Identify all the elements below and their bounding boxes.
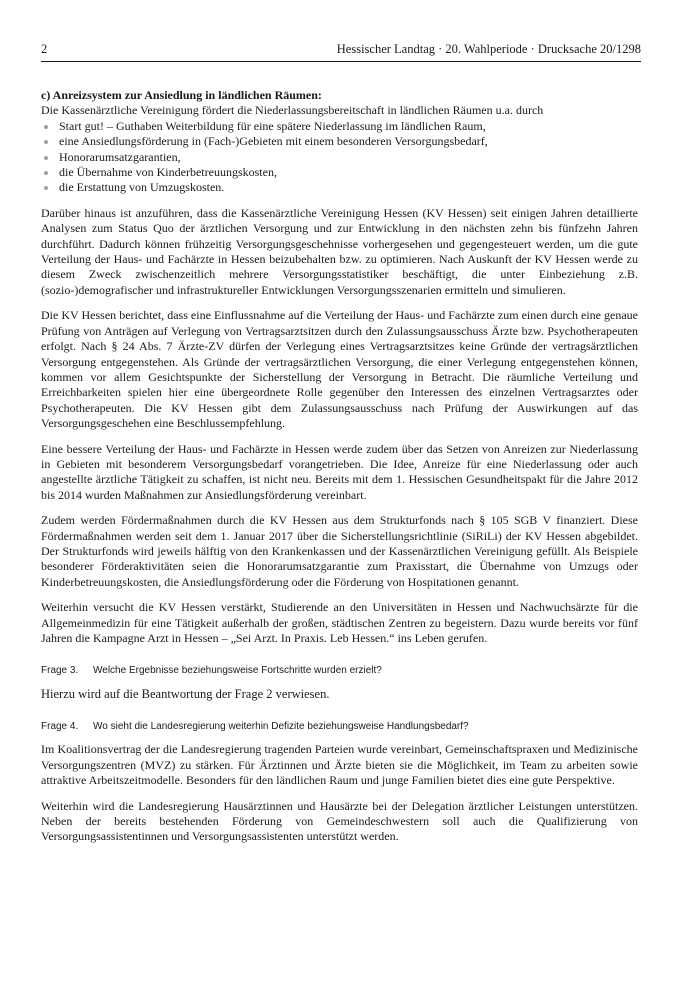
paragraph: Eine bessere Verteilung der Haus- und Fachärzte in Hessen werde zudem über das Setzen von Anreizen zur Niederlassung in Gebieten mit besonderem Versorgungsbedarf vorangetrieben. Die Idee, Anreize für eine Niederlassung oder auch angestellte ärztliche Tätigkeit zu schaffen, ist nicht neu. Bereits mit dem 1. Hessischen Gesundheitspakt für die Jahre 2012 bis 2014 wurden Maßnahmen zur Ansiedlungsförderung vereinbart. (41, 441, 638, 502)
document-body (41, 88, 638, 855)
question-number: Frage 3. (41, 665, 79, 677)
question-text: Welche Ergebnisse beziehungsweise Fortschritte wurden erzielt? (93, 665, 382, 677)
paragraph: Die KV Hessen berichtet, dass eine Einflussnahme auf die Verteilung der Haus- und Fachärzte zum einen durch eine genaue Prüfung von Anträgen auf Verlegung von Vertragsarztsitzen durch den Zulassungsausschuss Ärzte bzw. Psychotherapeuten erfolgt. Nach § 24 Abs. 7 Ärzte-ZV dürfen der Verlegung eines Vertragsarztsitzes keine Gründe der vertragsärztlichen Versorgung entgegenstehen. Als Gründe der vertragsärztlichen Versorgung, die einer Verlegung entgegenstehen können, kommen vor allem Gesichtspunkte der Sicherstellung der Versorgung in Betracht. Die räumliche Verteilung und Erreichbarkeiten spielen hier eine übergeordnete Rolle gegenüber den Interessen des einzelnen Vertragsarztes oder Psychotherapeuten. Die KV Hessen gibt dem Zulassungsausschuss nach Prüfung der Auswirkungen auf das Versorgungsgeschehen eine Beschlussempfehlung. (41, 308, 638, 431)
list-item: Honorarumsatzgarantien, (41, 150, 638, 165)
answer-3: Hierzu wird auf die Beantwortung der Frage 2 verwiesen. (41, 687, 330, 702)
page-number: 2 (41, 42, 48, 56)
paragraph: Darüber hinaus ist anzuführen, dass die Kassenärztliche Vereinigung Hessen (KV Hessen) seit einigen Jahren detaillierte Analysen zum Status Quo der ärztlichen Versorgung und zur Entwicklung in den nächsten zehn bis fünfzehn Jahren durchführt. Dadurch können frühzeitig Versorgungsgeschehnisse vorhergesehen und gegengesteuert werden, um die gute Verteilung der Haus- und Fachärzte in Hessen beizubehalten bzw. zu optimieren. Nach Auskunft der KV Hessen werde zu diesem Zweck zwischenzeitlich mehrere Versorgungsstatistiker beschäftigt, die unter Einbeziehung z.B. (sozio-)demografischer und infrastruktureller Entwicklungen Versorgungsszenarien ermitteln und simulieren. (41, 205, 638, 297)
paragraph: Weiterhin wird die Landesregierung Hausärztinnen und Hausärzte bei der Delegation ärztlicher Leistungen unterstützen. Neben der bereits bestehenden Förderung von Gemeindeschwestern soll auch die Qualifizierung von Versorgungsassistentinnen und Versorgungsassistenten unterstützt werden. (41, 798, 638, 844)
paragraph: Im Koalitionsvertrag der die Landesregierung tragenden Parteien wurde vereinbart, Gemeinschaftspraxen und Medizinische Versorgungszentren (MVZ) zu stärken. Für Ärztinnen und Ärzte bieten sie die Möglichkeit, im Team zu arbeiten sowie attraktive Arbeitszeitmodelle. Besonders für den ländlichen Raum und junge Familien bietet dies eine gute Perspektive. (41, 742, 638, 788)
question-text: Wo sieht die Landesregierung weiterhin Defizite beziehungsweise Handlungsbedarf? (93, 721, 469, 733)
list-item: die Übernahme von Kinderbetreuungskosten, (41, 165, 638, 180)
paragraph: Zudem werden Fördermaßnahmen durch die KV Hessen aus dem Strukturfonds nach § 105 SGB V finanziert. Diese Fördermaßnahmen werden seit dem 1. Januar 2017 über die Sicherstellungsrichtlinie (SiRiLi) der KV Hessen abgebildet. Der Strukturfonds wird jeweils hälftig von den Krankenkassen und der Kassenärztlichen Vereinigung gefüllt. Als Beispiele besonderer Förderaktivitäten seien die Honorarumsatzgarantie zum Praxisstart, die Übernahme von Umzugs oder Kinderbetreuungskosten, die Ansiedlungsförderung oder die Förderung von Hospitationen genannt. (41, 513, 638, 589)
section-heading: c) Anreizsystem zur Ansiedlung in ländlichen Räumen: (41, 88, 322, 102)
paragraph: Weiterhin versucht die KV Hessen verstärkt, Studierende an den Universitäten in Hessen und Nachwuchsärzte für die Allgemeinmedizin für eine Tätigkeit außerhalb der großen, städtischen Zentren zu begeistern. Dazu wurde bereits vor fünf Jahren die Kampagne Arzt in Hessen – „Sei Arzt. In Praxis. Leb Hessen.“ ins Leben gerufen. (41, 600, 638, 645)
question-4 (41, 720, 638, 734)
header-title: Hessischer Landtag · 20. Wahlperiode · Drucksache 20/1298 (336, 42, 641, 56)
incentive-list (41, 119, 638, 196)
question-number: Frage 4. (41, 721, 79, 733)
question-3 (41, 664, 638, 678)
list-item: eine Ansiedlungsförderung in (Fach-)Gebieten mit einem besonderen Versorgungsbedarf, (41, 134, 638, 149)
list-item: Start gut! – Guthaben Weiterbildung für eine spätere Niederlassung im ländlichen Raum, (41, 119, 638, 134)
section-intro: Die Kassenärztliche Vereinigung fördert die Niederlassungsbereitschaft in ländlichen Räumen u.a. durch (41, 103, 544, 118)
list-item: die Erstattung von Umzugskosten. (41, 180, 638, 195)
page-header (41, 41, 641, 62)
